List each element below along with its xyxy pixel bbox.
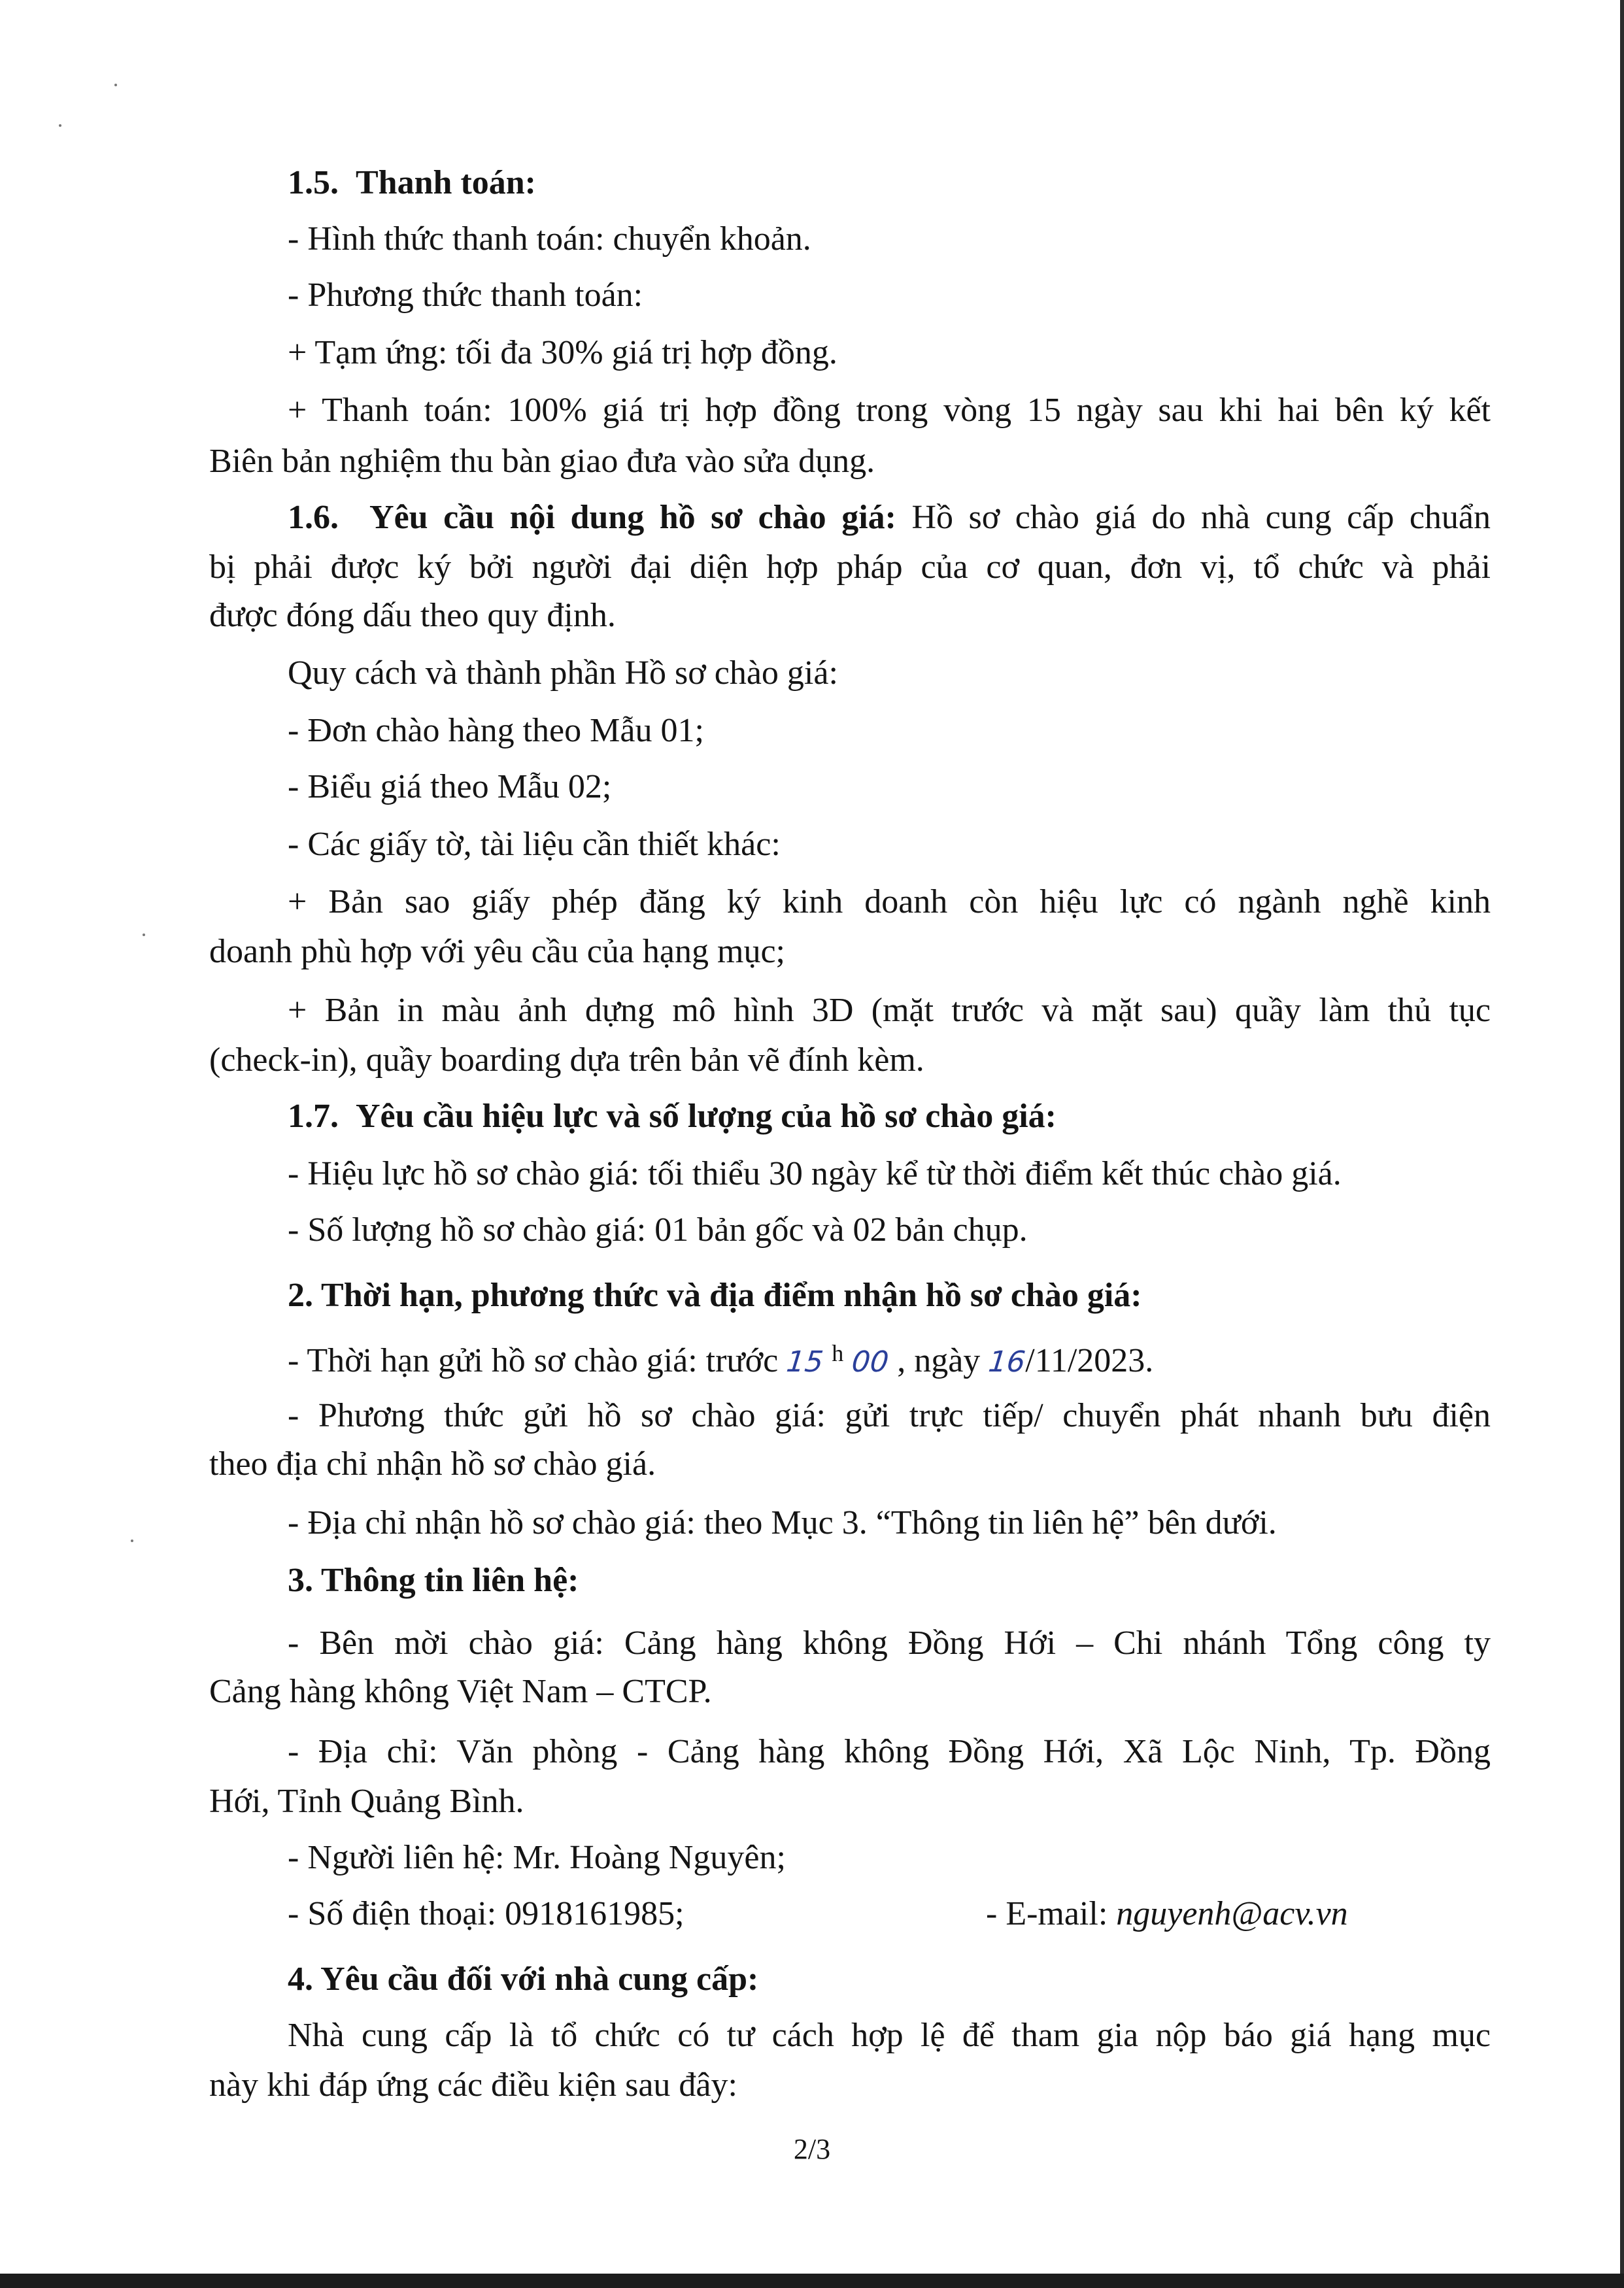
scan-edge-bottom <box>0 2274 1624 2288</box>
section-1-6-text: bị phải được ký bởi người đại diện hợp pháp của cơ quan, đơn vị, tổ chức và phải <box>209 548 1491 586</box>
spec-sub-item: + Bản in màu ảnh dựng mô hình 3D (mặt trước và mặt sau) quầy làm thủ tục <box>288 992 1491 1029</box>
handwritten-hour: 15 <box>785 1345 825 1379</box>
email-address: nguyenh@acv.vn <box>1116 1895 1348 1932</box>
section-3-heading: 3. Thông tin liên hệ: <box>288 1562 579 1599</box>
spec-sub-item-cont: doanh phù hợp với yêu cầu của hạng mục; <box>209 933 785 970</box>
section-2-heading: 2. Thời hạn, phương thức và địa điểm nhận hồ sơ chào giá: <box>288 1277 1142 1314</box>
spec-item: - Biểu giá theo Mẫu 02; <box>288 768 612 805</box>
section-1-5-heading: 1.5. Thanh toán: <box>288 164 536 201</box>
send-method-line-cont: theo địa chỉ nhận hồ sơ chào giá. <box>209 1445 656 1483</box>
scan-speck <box>59 124 61 127</box>
inviter-line-cont: Cảng hàng không Việt Nam – CTCP. <box>209 1673 712 1710</box>
payment-method-line: - Phương thức thanh toán: <box>288 277 643 314</box>
phone-line: - Số điện thoại: 0918161985; <box>288 1895 685 1932</box>
scan-speck <box>114 84 117 86</box>
receive-address-line: - Địa chỉ nhận hồ sơ chào giá: theo Mục 3. “Thông tin liên hệ” bên dưới. <box>288 1504 1277 1541</box>
spec-intro: Quy cách và thành phần Hồ sơ chào giá: <box>288 654 838 692</box>
payment-form-line: - Hình thức thanh toán: chuyển khoản. <box>288 220 811 258</box>
email-line: - E-mail: nguyenh@acv.vn <box>986 1895 1348 1932</box>
advance-line: + Tạm ứng: tối đa 30% giá trị hợp đồng. <box>288 334 837 371</box>
send-method-line: - Phương thức gửi hồ sơ chào giá: gửi trực tiếp/ chuyển phát nhanh bưu điện <box>288 1397 1491 1434</box>
spec-item: - Các giấy tờ, tài liệu cần thiết khác: <box>288 826 781 863</box>
section-1-6-heading: 1.6. Yêu cầu nội dung hồ sơ chào giá: Hồ sơ chào giá do nhà cung cấp chuẩn <box>288 499 1491 536</box>
spec-sub-item: + Bản sao giấy phép đăng ký kinh doanh còn hiệu lực có ngành nghề kinh <box>288 883 1491 920</box>
validity-line: - Hiệu lực hồ sơ chào giá: tối thiểu 30 ngày kể từ thời điểm kết thúc chào giá. <box>288 1155 1342 1192</box>
payment-full-line: + Thanh toán: 100% giá trị hợp đồng trong vòng 15 ngày sau khi hai bên ký kết <box>288 392 1491 429</box>
deadline-line: - Thời hạn gửi hồ sơ chào giá: trước 15 $^h$ 00 , ngày 16/11/2023. <box>288 1334 1491 1382</box>
section-4-heading: 4. Yêu cầu đối với nhà cung cấp: <box>288 1960 759 1998</box>
address-line: - Địa chỉ: Văn phòng - Cảng hàng không Đồng Hới, Xã Lộc Ninh, Tp. Đồng <box>288 1733 1491 1770</box>
scan-edge-right <box>1620 0 1624 2288</box>
section-1-6-text-end: được đóng dấu theo quy định. <box>209 597 616 634</box>
handwritten-minute: 00 <box>850 1345 890 1379</box>
spec-sub-item-cont: (check-in), quầy boarding dựa trên bản vẽ đính kèm. <box>209 1041 924 1079</box>
section-1-7-heading: 1.7. Yêu cầu hiệu lực và số lượng của hồ sơ chào giá: <box>288 1098 1057 1135</box>
handwritten-day: 16 <box>987 1345 1028 1379</box>
contact-person-line: - Người liên hệ: Mr. Hoàng Nguyên; <box>288 1839 786 1876</box>
page-number: 2/3 <box>793 2133 831 2165</box>
section-4-text: Nhà cung cấp là tổ chức có tư cách hợp lệ để tham gia nộp báo giá hạng mục <box>288 2017 1491 2054</box>
address-line-cont: Hới, Tỉnh Quảng Bình. <box>209 1783 524 1820</box>
inviter-line: - Bên mời chào giá: Cảng hàng không Đồng Hới – Chi nhánh Tổng công ty <box>288 1624 1491 1662</box>
payment-full-line-cont: Biên bản nghiệm thu bàn giao đưa vào sửa dụng. <box>209 443 875 480</box>
scan-speck <box>143 934 145 936</box>
spec-item: - Đơn chào hàng theo Mẫu 01; <box>288 712 704 749</box>
section-4-text-cont: này khi đáp ứng các điều kiện sau đây: <box>209 2066 737 2104</box>
scan-speck <box>131 1539 133 1542</box>
quantity-line: - Số lượng hồ sơ chào giá: 01 bản gốc và 02 bản chụp. <box>288 1211 1028 1249</box>
